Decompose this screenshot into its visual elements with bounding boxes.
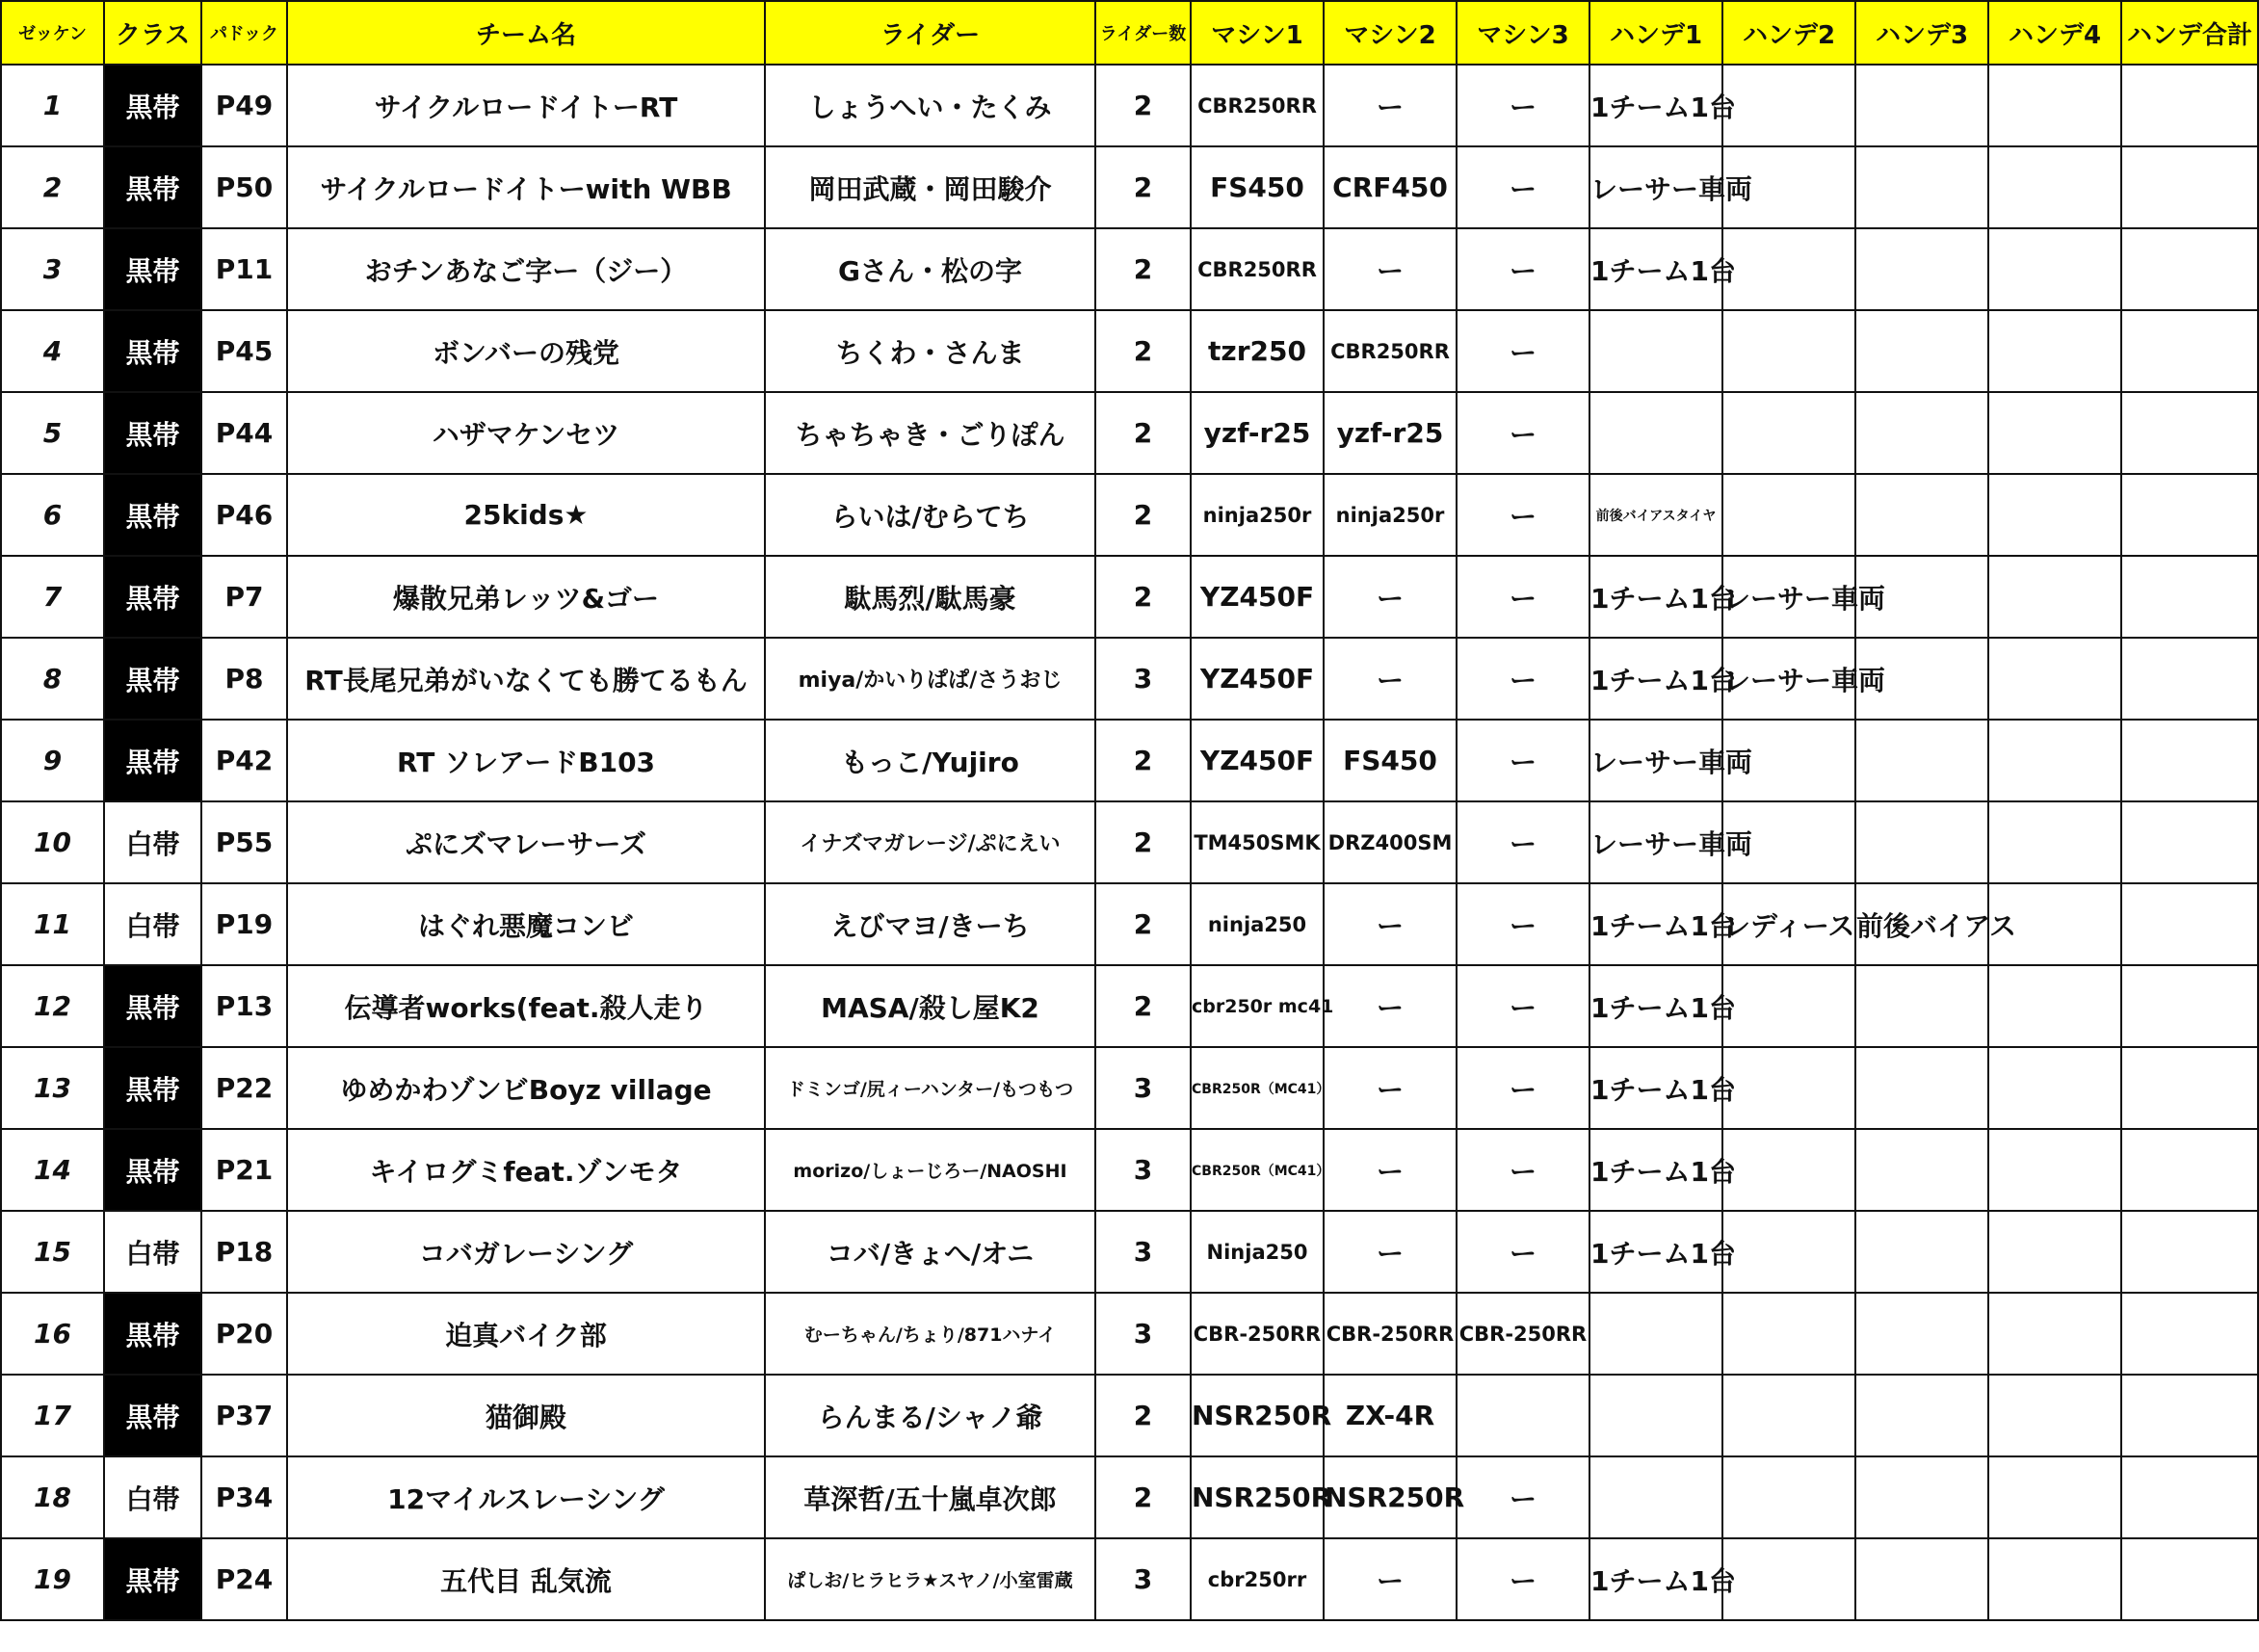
machine-2-cell: ー [1324, 638, 1457, 720]
paddock-cell: P13 [201, 965, 287, 1047]
machine-2-cell: NSR250R [1324, 1456, 1457, 1538]
handicap-3-cell [1855, 1538, 1988, 1620]
handicap-total-cell [2121, 474, 2258, 556]
header-handicap-1: ハンデ1 [1589, 1, 1722, 65]
table-row [1, 883, 2258, 965]
paddock-cell: P7 [201, 556, 287, 638]
handicap-4-cell [1988, 228, 2121, 310]
handicap-3-cell [1855, 1129, 1988, 1211]
handicap-4-cell [1988, 310, 2121, 392]
team-name-cell: 迫真バイク部 [287, 1293, 765, 1375]
handicap-2-cell: レディース [1722, 883, 1855, 965]
bib-number: 16 [1, 1293, 104, 1375]
handicap-total-cell [2121, 1375, 2258, 1456]
table-row [1, 474, 2258, 556]
handicap-total-cell [2121, 1211, 2258, 1293]
rider-cell: もっこ/Yujiro [765, 720, 1095, 801]
class-cell: 黒帯 [104, 556, 201, 638]
handicap-3-cell [1855, 1047, 1988, 1129]
class-cell: 黒帯 [104, 392, 201, 474]
class-cell: 黒帯 [104, 638, 201, 720]
machine-1-cell: ninja250 [1191, 883, 1324, 965]
class-cell: 黒帯 [104, 146, 201, 228]
team-name-cell: 五代目 乱気流 [287, 1538, 765, 1620]
paddock-cell: P20 [201, 1293, 287, 1375]
handicap-total-cell [2121, 720, 2258, 801]
bib-number: 15 [1, 1211, 104, 1293]
class-cell: 黒帯 [104, 965, 201, 1047]
machine-3-cell: ー [1457, 638, 1589, 720]
machine-2-cell: ー [1324, 65, 1457, 146]
handicap-1-cell: 1チーム1台 [1589, 228, 1722, 310]
handicap-total-cell [2121, 801, 2258, 883]
paddock-cell: P37 [201, 1375, 287, 1456]
handicap-2-cell [1722, 1211, 1855, 1293]
rider-cell: MASA/殺し屋K2 [765, 965, 1095, 1047]
machine-2-cell: yzf-r25 [1324, 392, 1457, 474]
rider-count-cell: 3 [1095, 1129, 1191, 1211]
rider-count-cell: 2 [1095, 1456, 1191, 1538]
table-row [1, 1129, 2258, 1211]
machine-2-cell: ー [1324, 1538, 1457, 1620]
handicap-2-cell [1722, 1538, 1855, 1620]
paddock-cell: P46 [201, 474, 287, 556]
machine-1-cell: cbr250rr [1191, 1538, 1324, 1620]
header-row [1, 1, 2258, 65]
paddock-cell: P44 [201, 392, 287, 474]
bib-number: 5 [1, 392, 104, 474]
paddock-cell: P22 [201, 1047, 287, 1129]
handicap-total-cell [2121, 392, 2258, 474]
handicap-3-cell [1855, 965, 1988, 1047]
bib-number: 7 [1, 556, 104, 638]
table-row [1, 1293, 2258, 1375]
rider-cell: えびマヨ/きーち [765, 883, 1095, 965]
header-handicap-3: ハンデ3 [1855, 1, 1988, 65]
handicap-3-cell: 前後バイアス [1855, 883, 1988, 965]
machine-1-cell: cbr250r mc41 [1191, 965, 1324, 1047]
table-row [1, 801, 2258, 883]
team-name-cell: RT長尾兄弟がいなくても勝てるもん [287, 638, 765, 720]
header-rider-count: ライダー数 [1095, 1, 1191, 65]
rider-cell: ちゃちゃき・ごりぽん [765, 392, 1095, 474]
bib-number: 9 [1, 720, 104, 801]
handicap-total-cell [2121, 556, 2258, 638]
handicap-3-cell [1855, 474, 1988, 556]
handicap-2-cell [1722, 1293, 1855, 1375]
header-rider: ライダー [765, 1, 1095, 65]
machine-1-cell: CBR250R（MC41） [1191, 1047, 1324, 1129]
rider-cell: 岡田武蔵・岡田駿介 [765, 146, 1095, 228]
machine-2-cell: DRZ400SM [1324, 801, 1457, 883]
team-name-cell: ハザマケンセツ [287, 392, 765, 474]
handicap-total-cell [2121, 965, 2258, 1047]
machine-1-cell: NSR250R [1191, 1456, 1324, 1538]
bib-number: 8 [1, 638, 104, 720]
rider-cell: Gさん・松の字 [765, 228, 1095, 310]
machine-3-cell: ー [1457, 1538, 1589, 1620]
rider-count-cell: 2 [1095, 720, 1191, 801]
machine-2-cell: ー [1324, 1047, 1457, 1129]
paddock-cell: P24 [201, 1538, 287, 1620]
team-name-cell: サイクルロードイトーwith WBB [287, 146, 765, 228]
class-cell: 白帯 [104, 1456, 201, 1538]
handicap-2-cell [1722, 965, 1855, 1047]
handicap-3-cell [1855, 310, 1988, 392]
header-class: クラス [104, 1, 201, 65]
handicap-4-cell [1988, 1375, 2121, 1456]
paddock-cell: P8 [201, 638, 287, 720]
machine-3-cell: CBR-250RR [1457, 1293, 1589, 1375]
header-bib: ゼッケン [1, 1, 104, 65]
machine-1-cell: CBR250RR [1191, 228, 1324, 310]
bib-number: 17 [1, 1375, 104, 1456]
rider-count-cell: 2 [1095, 146, 1191, 228]
machine-1-cell: YZ450F [1191, 556, 1324, 638]
machine-2-cell: ninja250r [1324, 474, 1457, 556]
table-row [1, 1456, 2258, 1538]
rider-count-cell: 2 [1095, 228, 1191, 310]
table-row [1, 65, 2258, 146]
rider-cell: らんまる/シャノ爺 [765, 1375, 1095, 1456]
machine-3-cell: ー [1457, 1047, 1589, 1129]
machine-1-cell: CBR250RR [1191, 65, 1324, 146]
handicap-4-cell [1988, 1293, 2121, 1375]
machine-3-cell: ー [1457, 228, 1589, 310]
team-name-cell: コバガレーシング [287, 1211, 765, 1293]
handicap-4-cell [1988, 1047, 2121, 1129]
handicap-2-cell: レーサー車両 [1722, 556, 1855, 638]
machine-3-cell: ー [1457, 146, 1589, 228]
machine-2-cell: ー [1324, 228, 1457, 310]
handicap-4-cell [1988, 392, 2121, 474]
machine-1-cell: tzr250 [1191, 310, 1324, 392]
paddock-cell: P45 [201, 310, 287, 392]
handicap-total-cell [2121, 883, 2258, 965]
table-row [1, 965, 2258, 1047]
handicap-4-cell [1988, 1129, 2121, 1211]
paddock-cell: P18 [201, 1211, 287, 1293]
bib-number: 1 [1, 65, 104, 146]
handicap-1-cell: 前後バイアスタイヤ [1589, 474, 1722, 556]
class-cell: 黒帯 [104, 228, 201, 310]
handicap-total-cell [2121, 146, 2258, 228]
machine-2-cell: ー [1324, 883, 1457, 965]
bib-number: 6 [1, 474, 104, 556]
handicap-1-cell: レーサー車両 [1589, 801, 1722, 883]
table-row [1, 1211, 2258, 1293]
handicap-4-cell [1988, 801, 2121, 883]
handicap-total-cell [2121, 1293, 2258, 1375]
handicap-1-cell: レーサー車両 [1589, 146, 1722, 228]
machine-2-cell: ー [1324, 556, 1457, 638]
rider-cell: morizo/しょーじろー/NAOSHI [765, 1129, 1095, 1211]
machine-1-cell: ninja250r [1191, 474, 1324, 556]
rider-cell: しょうへい・たくみ [765, 65, 1095, 146]
rider-count-cell: 2 [1095, 474, 1191, 556]
handicap-1-cell: 1チーム1台 [1589, 1047, 1722, 1129]
machine-2-cell: CBR250RR [1324, 310, 1457, 392]
handicap-4-cell [1988, 638, 2121, 720]
machine-3-cell [1457, 1375, 1589, 1456]
handicap-total-cell [2121, 228, 2258, 310]
machine-2-cell: ZX-4R [1324, 1375, 1457, 1456]
machine-2-cell: CBR-250RR [1324, 1293, 1457, 1375]
table-row [1, 1047, 2258, 1129]
bib-number: 10 [1, 801, 104, 883]
handicap-3-cell [1855, 1211, 1988, 1293]
table-row [1, 1538, 2258, 1620]
class-cell: 黒帯 [104, 65, 201, 146]
team-name-cell: ぷにズマレーサーズ [287, 801, 765, 883]
handicap-1-cell [1589, 1375, 1722, 1456]
handicap-3-cell [1855, 392, 1988, 474]
machine-2-cell: FS450 [1324, 720, 1457, 801]
paddock-cell: P55 [201, 801, 287, 883]
handicap-2-cell [1722, 310, 1855, 392]
machine-2-cell: ー [1324, 1129, 1457, 1211]
header-handicap-4: ハンデ4 [1988, 1, 2121, 65]
handicap-4-cell [1988, 1456, 2121, 1538]
table-row [1, 1375, 2258, 1456]
paddock-cell: P50 [201, 146, 287, 228]
bib-number: 19 [1, 1538, 104, 1620]
rider-cell: らいは/むらてち [765, 474, 1095, 556]
machine-1-cell: Ninja250 [1191, 1211, 1324, 1293]
table-row [1, 228, 2258, 310]
rider-cell: 駄馬烈/駄馬豪 [765, 556, 1095, 638]
handicap-3-cell [1855, 1456, 1988, 1538]
handicap-1-cell [1589, 1293, 1722, 1375]
machine-1-cell: yzf-r25 [1191, 392, 1324, 474]
handicap-2-cell [1722, 474, 1855, 556]
handicap-4-cell [1988, 65, 2121, 146]
machine-1-cell: YZ450F [1191, 720, 1324, 801]
rider-count-cell: 3 [1095, 1293, 1191, 1375]
handicap-2-cell [1722, 1047, 1855, 1129]
machine-3-cell: ー [1457, 474, 1589, 556]
team-name-cell: サイクルロードイトーRT [287, 65, 765, 146]
class-cell: 黒帯 [104, 1375, 201, 1456]
rider-cell: ぱしお/ヒラヒラ★スヤノ/小室雷蔵 [765, 1538, 1095, 1620]
handicap-3-cell [1855, 1293, 1988, 1375]
machine-3-cell: ー [1457, 310, 1589, 392]
paddock-cell: P34 [201, 1456, 287, 1538]
handicap-4-cell [1988, 965, 2121, 1047]
handicap-total-cell [2121, 1538, 2258, 1620]
bib-number: 11 [1, 883, 104, 965]
paddock-cell: P11 [201, 228, 287, 310]
header-handicap-total: ハンデ合計 [2121, 1, 2258, 65]
team-name-cell: 猫御殿 [287, 1375, 765, 1456]
team-name-cell: 爆散兄弟レッツ&ゴー [287, 556, 765, 638]
handicap-1-cell [1589, 1456, 1722, 1538]
handicap-total-cell [2121, 310, 2258, 392]
handicap-2-cell [1722, 1375, 1855, 1456]
machine-2-cell: ー [1324, 965, 1457, 1047]
machine-1-cell: FS450 [1191, 146, 1324, 228]
machine-3-cell: ー [1457, 965, 1589, 1047]
team-name-cell: 伝導者works(feat.殺人走り [287, 965, 765, 1047]
handicap-4-cell [1988, 146, 2121, 228]
machine-1-cell: NSR250R [1191, 1375, 1324, 1456]
handicap-4-cell [1988, 720, 2121, 801]
machine-1-cell: CBR250R（MC41） [1191, 1129, 1324, 1211]
rider-count-cell: 2 [1095, 65, 1191, 146]
handicap-3-cell [1855, 720, 1988, 801]
class-cell: 黒帯 [104, 310, 201, 392]
machine-1-cell: TM450SMK [1191, 801, 1324, 883]
header-team: チーム名 [287, 1, 765, 65]
handicap-1-cell: 1チーム1台 [1589, 556, 1722, 638]
rider-count-cell: 3 [1095, 638, 1191, 720]
table-row [1, 310, 2258, 392]
bib-number: 13 [1, 1047, 104, 1129]
class-cell: 黒帯 [104, 1538, 201, 1620]
class-cell: 黒帯 [104, 1047, 201, 1129]
header-paddock: パドック [201, 1, 287, 65]
rider-count-cell: 3 [1095, 1047, 1191, 1129]
handicap-2-cell [1722, 1456, 1855, 1538]
handicap-3-cell [1855, 801, 1988, 883]
rider-count-cell: 3 [1095, 1538, 1191, 1620]
handicap-3-cell [1855, 1375, 1988, 1456]
handicap-1-cell: 1チーム1台 [1589, 1129, 1722, 1211]
handicap-3-cell [1855, 228, 1988, 310]
rider-cell: miya/かいりぱぱ/さうおじ [765, 638, 1095, 720]
rider-cell: ちくわ・さんま [765, 310, 1095, 392]
machine-1-cell: YZ450F [1191, 638, 1324, 720]
machine-3-cell: ー [1457, 65, 1589, 146]
handicap-2-cell [1722, 228, 1855, 310]
handicap-1-cell [1589, 392, 1722, 474]
handicap-2-cell [1722, 392, 1855, 474]
machine-3-cell: ー [1457, 392, 1589, 474]
machine-3-cell: ー [1457, 556, 1589, 638]
rider-cell: ドミンゴ/尻ィーハンター/もつもつ [765, 1047, 1095, 1129]
team-name-cell: RT ソレアードB103 [287, 720, 765, 801]
team-name-cell: ゆめかわゾンビBoyz village [287, 1047, 765, 1129]
header-machine-3: マシン3 [1457, 1, 1589, 65]
team-name-cell: キイログミfeat.ゾンモタ [287, 1129, 765, 1211]
rider-cell: 草深哲/五十嵐卓次郎 [765, 1456, 1095, 1538]
bib-number: 2 [1, 146, 104, 228]
handicap-total-cell [2121, 1047, 2258, 1129]
handicap-total-cell [2121, 1129, 2258, 1211]
team-name-cell: 12マイルスレーシング [287, 1456, 765, 1538]
paddock-cell: P49 [201, 65, 287, 146]
machine-1-cell: CBR-250RR [1191, 1293, 1324, 1375]
machine-2-cell: ー [1324, 1211, 1457, 1293]
header-machine-2: マシン2 [1324, 1, 1457, 65]
handicap-total-cell [2121, 65, 2258, 146]
handicap-1-cell: レーサー車両 [1589, 720, 1722, 801]
bib-number: 4 [1, 310, 104, 392]
table-body [1, 65, 2258, 1620]
paddock-cell: P42 [201, 720, 287, 801]
table-row [1, 392, 2258, 474]
handicap-2-cell [1722, 1129, 1855, 1211]
machine-2-cell: CRF450 [1324, 146, 1457, 228]
rider-count-cell: 2 [1095, 965, 1191, 1047]
machine-3-cell: ー [1457, 883, 1589, 965]
handicap-1-cell: 1チーム1台 [1589, 965, 1722, 1047]
table-row [1, 638, 2258, 720]
paddock-cell: P21 [201, 1129, 287, 1211]
rider-cell: イナズマガレージ/ぷにえい [765, 801, 1095, 883]
machine-3-cell: ー [1457, 1456, 1589, 1538]
handicap-4-cell [1988, 1538, 2121, 1620]
bib-number: 3 [1, 228, 104, 310]
handicap-2-cell [1722, 65, 1855, 146]
rider-count-cell: 2 [1095, 883, 1191, 965]
header-handicap-2: ハンデ2 [1722, 1, 1855, 65]
table-row [1, 720, 2258, 801]
class-cell: 黒帯 [104, 1293, 201, 1375]
class-cell: 黒帯 [104, 474, 201, 556]
class-cell: 黒帯 [104, 1129, 201, 1211]
bib-number: 12 [1, 965, 104, 1047]
handicap-1-cell: 1チーム1台 [1589, 1538, 1722, 1620]
class-cell: 白帯 [104, 883, 201, 965]
machine-3-cell: ー [1457, 1129, 1589, 1211]
handicap-4-cell [1988, 1211, 2121, 1293]
header-machine-1: マシン1 [1191, 1, 1324, 65]
handicap-total-cell [2121, 638, 2258, 720]
table-row [1, 556, 2258, 638]
handicap-1-cell: 1チーム1台 [1589, 1211, 1722, 1293]
handicap-4-cell [1988, 556, 2121, 638]
machine-3-cell: ー [1457, 801, 1589, 883]
handicap-total-cell [2121, 1456, 2258, 1538]
rider-cell: むーちゃん/ちょり/871ハナイ [765, 1293, 1095, 1375]
handicap-1-cell: 1チーム1台 [1589, 638, 1722, 720]
rider-count-cell: 2 [1095, 392, 1191, 474]
handicap-2-cell: レーサー車両 [1722, 638, 1855, 720]
rider-count-cell: 2 [1095, 310, 1191, 392]
team-name-cell: おチンあなご字ー（ジー） [287, 228, 765, 310]
team-name-cell: はぐれ悪魔コンビ [287, 883, 765, 965]
bib-number: 14 [1, 1129, 104, 1211]
handicap-3-cell [1855, 65, 1988, 146]
machine-3-cell: ー [1457, 1211, 1589, 1293]
paddock-cell: P19 [201, 883, 287, 965]
table-row [1, 146, 2258, 228]
rider-count-cell: 3 [1095, 1211, 1191, 1293]
handicap-1-cell [1589, 310, 1722, 392]
team-name-cell: 25kids★ [287, 474, 765, 556]
class-cell: 白帯 [104, 1211, 201, 1293]
rider-count-cell: 2 [1095, 1375, 1191, 1456]
handicap-1-cell: 1チーム1台 [1589, 65, 1722, 146]
handicap-3-cell [1855, 146, 1988, 228]
handicap-4-cell [1988, 474, 2121, 556]
team-name-cell: ボンバーの残党 [287, 310, 765, 392]
rider-count-cell: 2 [1095, 556, 1191, 638]
rider-count-cell: 2 [1095, 801, 1191, 883]
handicap-1-cell: 1チーム1台 [1589, 883, 1722, 965]
rider-cell: コバ/きょへ/オニ [765, 1211, 1095, 1293]
class-cell: 白帯 [104, 801, 201, 883]
bib-number: 18 [1, 1456, 104, 1538]
machine-3-cell: ー [1457, 720, 1589, 801]
class-cell: 黒帯 [104, 720, 201, 801]
